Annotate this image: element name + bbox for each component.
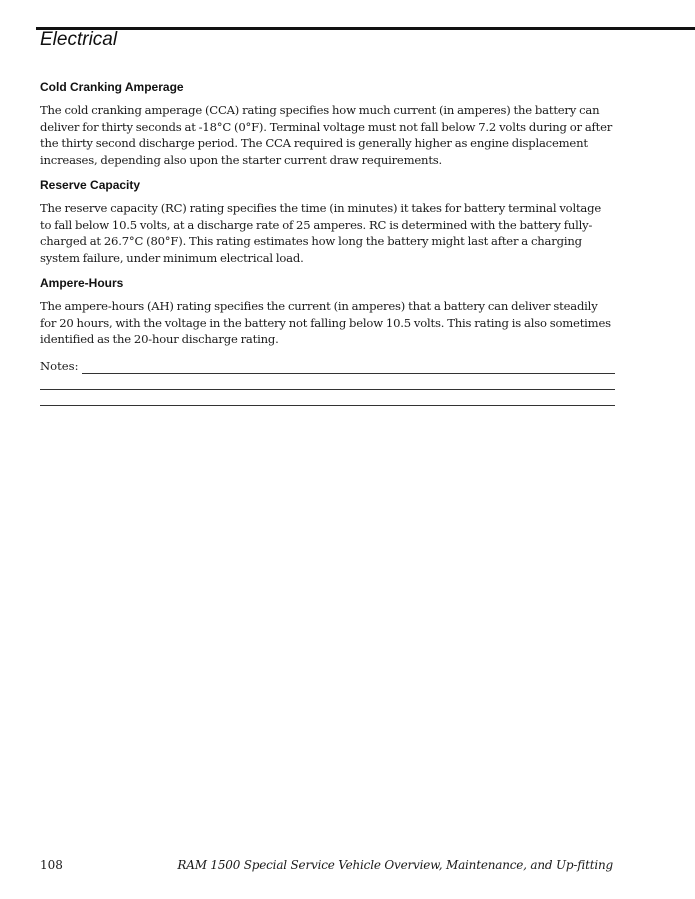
section-heading: Reserve Capacity (40, 178, 141, 192)
section-cold-cranking-amperage (40, 80, 615, 168)
section-body: The reserve capacity (RC) rating specifies the time (in minutes) it takes for battery terminal voltage to fall below 10.5 volts, at a discharge rate of 25 amperes. RC is determined with the battery fully-charged at 26.7°C (80°F). This rating estimates how long the battery might last after a charging system failure, under minimum electrical load. (40, 201, 602, 265)
notes-line (40, 390, 615, 406)
notes-label: Notes: (40, 358, 79, 373)
section-heading: Cold Cranking Amperage (40, 80, 184, 94)
document-title: RAM 1500 Special Service Vehicle Overview, Maintenance, and Up-fitting (177, 858, 613, 872)
main-content (40, 80, 615, 406)
notes-rule (40, 378, 615, 390)
section-body: The cold cranking amperage (CCA) rating specifies how much current (in amperes) the battery can deliver for thirty seconds at -18°C (0°F). Terminal voltage must not fall below 7.2 volts during or after the thirty second discharge period. The CCA required is generally higher as engine displacement increases, depending also upon the starter current draw requirements. (40, 103, 613, 167)
notes-line (40, 358, 615, 374)
section-reserve-capacity (40, 178, 615, 266)
notes-rule (82, 362, 615, 374)
page-number: 108 (40, 858, 63, 872)
section-body: The ampere-hours (AH) rating specifies the current (in amperes) that a battery can deliver steadily for 20 hours, with the voltage in the battery not falling below 10.5 volts. This rating is also sometimes identified as the 20-hour discharge rating. (40, 299, 611, 346)
notes-line (40, 374, 615, 390)
section-title: Electrical (40, 29, 118, 50)
notes-rule (40, 394, 615, 406)
section-heading: Ampere-Hours (40, 276, 124, 290)
header-rule (36, 27, 695, 30)
notes-area (40, 358, 615, 406)
section-ampere-hours (40, 276, 615, 348)
